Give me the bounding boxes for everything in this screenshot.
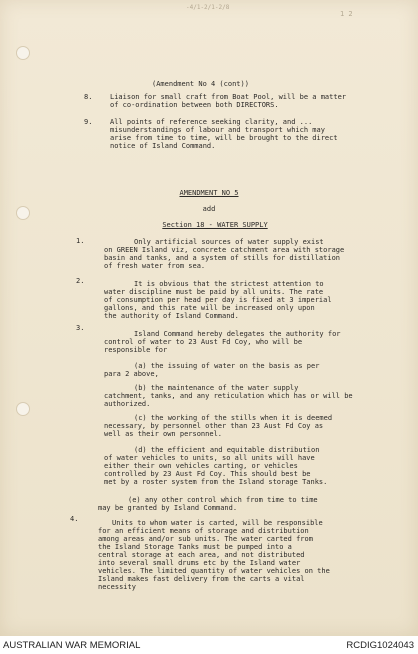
section-heading: Section 18 - WATER SUPPLY bbox=[162, 221, 268, 229]
footer-record-id: RCDIG1024043 bbox=[346, 640, 414, 651]
para-1-number: 1. bbox=[76, 237, 85, 245]
para-2-line: It is obvious that the strictest attention to bbox=[134, 280, 324, 288]
archive-footer bbox=[0, 636, 418, 654]
para-3c-line: necessary, by personnel other than 23 Aust Fd Coy as bbox=[104, 422, 324, 430]
para-4-line: vehicles. The limited quantity of water vehicles on the bbox=[98, 567, 330, 575]
para-3a-line: (a) the issuing of water on the basis as per bbox=[134, 362, 320, 370]
para-4-line: central storage at each area, and not distributed bbox=[98, 551, 305, 559]
punch-hole bbox=[16, 46, 30, 60]
item-9-number: 9. bbox=[84, 118, 93, 126]
item-8-line: of co-ordination between both DIRECTORS. bbox=[110, 101, 279, 109]
para-1-line: basin and tanks, and a system of stills for distillation bbox=[104, 254, 341, 262]
para-4-line: Island makes fast delivery from the carts a vital bbox=[98, 575, 305, 583]
corner-mark: 1 2 bbox=[340, 10, 353, 18]
para-3e-line: (e) any other control which from time to time bbox=[128, 496, 318, 504]
item-9-line: notice of Island Command. bbox=[110, 142, 216, 150]
header-mark: -4/1-2/1-2/8 bbox=[186, 4, 230, 11]
para-3d-line: met by a roster system from the Island storage Tanks. bbox=[104, 478, 328, 486]
para-4-line: the Island Storage Tanks must be pumped into a bbox=[98, 543, 292, 551]
add-text: add bbox=[202, 205, 216, 213]
amendment-5-heading: AMENDMENT NO 5 bbox=[179, 189, 239, 197]
para-2-line: water discipline must be paid by all units. The rate bbox=[104, 288, 324, 296]
para-3-line: responsible for bbox=[104, 346, 168, 354]
item-9-line: arise from time to time, will be brought to the direct bbox=[110, 134, 338, 142]
para-2-line: the authority of Island Command. bbox=[104, 312, 239, 320]
para-2-line: of consumption per head per day is fixed at 3 imperial bbox=[104, 296, 332, 304]
para-4-line: for an efficient means of storage and distribution bbox=[98, 527, 309, 535]
para-3c-line: well as their own personnel. bbox=[104, 430, 223, 438]
para-3-number: 3. bbox=[76, 324, 85, 332]
para-2-line: gallons, and this rate will be increased only upon bbox=[104, 304, 315, 312]
para-4-line: among areas and/or sub units. The water carted from bbox=[98, 535, 313, 543]
para-1-line: of fresh water from sea. bbox=[104, 262, 206, 270]
para-4-number: 4. bbox=[70, 515, 79, 523]
para-3c-line: (c) the working of the stills when it is deemed bbox=[134, 414, 333, 422]
para-4-line: into several small drums etc by the Island water bbox=[98, 559, 301, 567]
para-3d-line: controlled by 23 Aust Fd Coy. This should best be bbox=[104, 470, 311, 478]
para-3d-line: either their own vehicles carting, or vehicles bbox=[104, 462, 298, 470]
para-3b-line: (b) the maintenance of the water supply bbox=[134, 384, 299, 392]
para-3d-line: of water vehicles to units, so all units will have bbox=[104, 454, 315, 462]
amendment-4-heading: (Amendment No 4 (cont)) bbox=[152, 80, 249, 88]
item-8-line: Liaison for small craft from Boat Pool, will be a matter bbox=[110, 93, 347, 101]
para-3b-line: authorized. bbox=[104, 400, 151, 408]
para-4-line: Units to whom water is carted, will be responsible bbox=[112, 519, 323, 527]
para-2-number: 2. bbox=[76, 277, 85, 285]
item-9-line: misunderstandings of labour and transport which may bbox=[110, 126, 325, 134]
item-9-line: All points of reference seeking clarity, and ... bbox=[110, 118, 313, 126]
para-3-line: Island Command hereby delegates the authority for bbox=[134, 330, 341, 338]
para-1-line: Only artificial sources of water supply exist bbox=[134, 238, 324, 246]
footer-source: AUSTRALIAN WAR MEMORIAL bbox=[3, 640, 141, 651]
punch-hole bbox=[16, 402, 30, 416]
para-3a-line: para 2 above, bbox=[104, 370, 159, 378]
para-1-line: on GREEN Island viz, concrete catchment area with storage bbox=[104, 246, 345, 254]
para-3d-line: (d) the efficient and equitable distribution bbox=[134, 446, 320, 454]
item-8-number: 8. bbox=[84, 93, 93, 101]
para-3e-line: may be granted by Island Command. bbox=[98, 504, 238, 512]
para-3-line: control of water to 23 Aust Fd Coy, who will be bbox=[104, 338, 303, 346]
para-3b-line: catchment, tanks, and any reticulation which has or will be bbox=[104, 392, 353, 400]
para-4-line: necessity bbox=[98, 583, 136, 591]
